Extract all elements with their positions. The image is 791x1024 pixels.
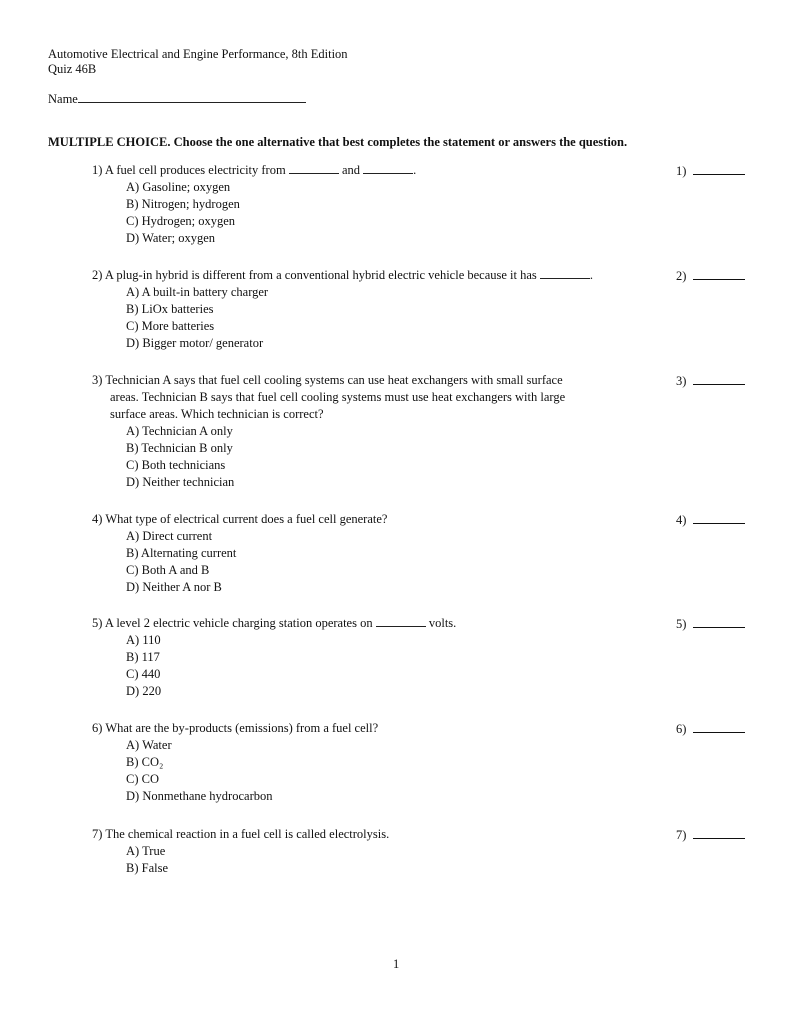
answer-option-b[interactable]: B) False [126,861,169,875]
answer-option-b[interactable]: B) CO₂ [126,755,164,769]
question-number: 3) [92,373,103,387]
question-3 [92,372,772,491]
answer-line[interactable] [693,615,745,628]
question-text: A level 2 electric vehicle charging station operates on [104,616,376,630]
answer-blank[interactable] [676,826,745,844]
question-text: . [413,163,417,177]
fill-in-blank [540,267,590,279]
answer-option-d[interactable]: D) Water; oxygen [126,231,216,245]
answer-blank[interactable] [676,720,745,738]
answer-option-d[interactable]: D) Neither technician [126,475,235,489]
question-text: and [338,163,364,177]
answer-option-a[interactable]: A) Water [126,738,172,752]
question-text: Technician A says that fuel cell cooling systems can use heat exchangers with small surface [105,373,563,387]
answer-option-d[interactable]: D) Nonmethane hydrocarbon [126,789,273,803]
section-heading: MULTIPLE CHOICE. Choose the one alternative that best completes the statement or answers the question. [48,135,628,149]
answer-line[interactable] [693,511,745,524]
answer-option-a[interactable]: A) Technician A only [126,424,233,438]
question-number: 6) [92,721,103,735]
answer-option-b[interactable]: B) Nitrogen; hydrogen [126,197,240,211]
answer-option-b[interactable]: B) LiOx batteries [126,302,214,316]
answer-option-c[interactable]: C) Hydrogen; oxygen [126,214,236,228]
question-text: What type of electrical current does a fuel cell generate? [105,512,388,526]
answer-option-a[interactable]: A) Gasoline; oxygen [126,180,231,194]
name-label: Name [48,92,78,106]
question-text: What are the by-products (emissions) from a fuel cell? [105,721,379,735]
answer-option-c[interactable]: C) Both technicians [126,458,226,472]
question-text: surface areas. Which technician is correct? [110,407,324,421]
question-4 [92,511,772,596]
answer-number: 6) [676,722,687,736]
question-number: 7) [92,827,103,841]
page-number: 1 [393,957,400,971]
answer-number: 5) [676,617,687,631]
question-2 [92,267,772,352]
question-number: 5) [92,616,103,630]
question-number: 4) [92,512,103,526]
answer-option-b[interactable]: B) Technician B only [126,441,233,455]
answer-blank[interactable] [676,511,745,529]
answer-option-c[interactable]: C) Both A and B [126,563,210,577]
answer-option-d[interactable]: D) Neither A nor B [126,580,222,594]
question-text: areas. Technician B says that fuel cell cooling systems must use heat exchangers with large [110,390,566,404]
question-number: 2) [92,268,103,282]
answer-line[interactable] [693,372,745,385]
answer-number: 1) [676,164,687,178]
answer-blank[interactable] [676,162,745,180]
question-text: The chemical reaction in a fuel cell is called electrolysis. [105,827,390,841]
answer-number: 3) [676,374,687,388]
book-title: Automotive Electrical and Engine Performance, 8th Edition [48,47,348,61]
quiz-title: Quiz 46B [48,62,97,76]
question-5 [92,615,772,700]
answer-line[interactable] [693,162,745,175]
answer-number: 4) [676,513,687,527]
fill-in-blank [376,615,426,627]
answer-option-c[interactable]: C) 440 [126,667,161,681]
question-7 [92,826,772,877]
answer-option-d[interactable]: D) 220 [126,684,162,698]
name-field[interactable] [48,91,306,107]
question-1 [92,162,772,247]
answer-option-a[interactable]: A) Direct current [126,529,213,543]
fill-in-blank [289,162,339,174]
question-text: A fuel cell produces electricity from [104,163,289,177]
answer-blank[interactable] [676,267,745,285]
answer-number: 2) [676,269,687,283]
answer-option-a[interactable]: A) 110 [126,633,161,647]
answer-option-c[interactable]: C) More batteries [126,319,215,333]
answer-option-a[interactable]: A) True [126,844,166,858]
answer-blank[interactable] [676,372,745,390]
answer-line[interactable] [693,826,745,839]
question-text: A plug-in hybrid is different from a conventional hybrid electric vehicle because it has [104,268,540,282]
answer-number: 7) [676,828,687,842]
answer-option-b[interactable]: B) Alternating current [126,546,237,560]
question-6 [92,720,772,805]
question-number: 1) [92,163,103,177]
name-blank-line[interactable] [78,91,306,103]
question-text: . [589,268,594,282]
answer-line[interactable] [693,267,745,280]
answer-option-a[interactable]: A) A built-in battery charger [126,285,269,299]
answer-blank[interactable] [676,615,745,633]
answer-option-b[interactable]: B) 117 [126,650,160,664]
answer-line[interactable] [693,720,745,733]
answer-option-d[interactable]: D) Bigger motor/ generator [126,336,264,350]
question-text: volts. [425,616,457,630]
fill-in-blank [363,162,413,174]
answer-option-c[interactable]: C) CO [126,772,159,786]
